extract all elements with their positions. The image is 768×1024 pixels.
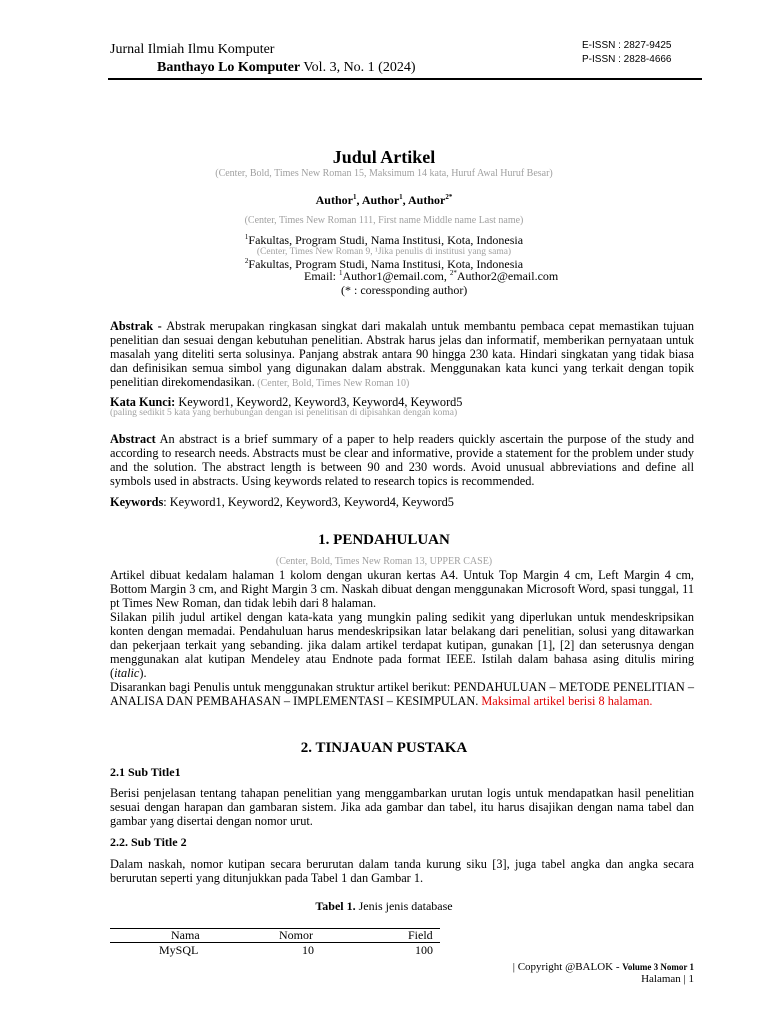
pissn: P-ISSN : 2828-4666 [582,54,672,65]
keywords-label: Keywords [110,495,164,509]
kata-kunci [110,395,694,409]
eissn: E-ISSN : 2827-9425 [582,40,672,51]
journal-subtitle [157,60,416,76]
article-title: Judul Artikel [332,147,436,167]
email-label: Email: [304,269,339,283]
section-1-note: (Center, Bold, Times New Roman 13, UPPER CASE) [275,556,493,567]
author-2: , Author [356,193,400,207]
email-2-sup: 2* [449,269,457,277]
table-top-rule [110,928,440,929]
journal-name: Jurnal Ilmiah Ilmu Komputer [110,42,275,57]
subsection-2-1-text: Berisi penjelasan tentang tahapan penelitian yang menggambarkan urutan logis untuk mendapatkan hasil penelitian sesuai dengan harapan dan gambaran sistem. Jika ada gambar dan tabel, itu harus disajikan dengan nama tabel dan gambar yang disertai dengan nomor urut. [110,786,694,828]
keywords [110,495,694,509]
footer-volume: Volume 3 Nomor 1 [622,962,694,972]
affiliation-note: (Center, Times New Roman 9, ¹Jika penulis di institusi yang sama) [256,247,512,257]
table-header-nomor: Nomor [279,928,313,942]
footer-copyright-text: | Copyright @BALOK - [512,961,623,973]
journal-volume: Vol. 3, No. 1 (2024) [300,60,416,75]
abstrak-paragraph [110,319,694,391]
section-1-p2-italic: italic [114,666,140,680]
table-cell-field: 100 [415,943,433,957]
section-1-p2-text: Silakan pilih judul artikel dengan kata-kata yang mungkin paling sedikit yang diperlukan untuk mendeskripsikan konten dengan memadai. Pendahuluan harus mendeskripsikan latar belakang dari penelitian, solusi yang ditawarkan dan pekerjaan terkait yang sebanding. jika dalam artikel terdapat kutipan, gunakan [1], [2] dan seterusnya dengan menggunakan alat kutipan Mendeley atau Endnote pada format IEEE. Istilah dalam bahasa asing ditulis miring ( [110,610,694,680]
email-2: Author2@email.com [456,269,559,283]
author-note: (Center, Times New Roman 111, First name Middle name Last name) [244,215,524,226]
kata-kunci-note: (paling sedikit 5 kata yang berhubungan dengan isi penelitisan di dipisahkan dengan koma) [110,408,458,418]
email-1: Author1@email.com, [342,269,450,283]
email-1-sup: 1 [339,269,343,277]
kata-kunci-label: Kata Kunci: [110,395,176,409]
section-1-p3-red: Maksimal artikel berisi 8 halaman. [481,694,653,708]
abstract-text: An abstract is a brief summary of a paper to help readers quickly ascertain the purpose of the study and according to research needs. Abstracts must be clear and informative, provide a statement for the problem under study and the solution. The abstract length is between 90 and 230 words. Avoid unusual abbreviations and define all symbols used in abstracts. Using keywords related to research topics is recommended. [110,432,694,488]
abstrak-text: Abstrak merupakan ringkasan singkat dari makalah untuk membantu pembaca cepat memastikan tujuan penelitian dan sesuai dengan kebutuhan penelitian. Abstrak harus jelas dan informatif, memberikan pernyataan untuk masalah yang diteliti serta solusinya. Panjang abstrak antara 90 hingga 230 kata. Hindari singkatan yang tidak biasa dan definisikan semua simbol yang digunakan dalam abstrak. Menggunakan kata kunci yang terkait dengan topik penelitian direkomendasikan. [110,319,694,389]
abstract-label: Abstract [110,432,156,446]
subsection-2-2-text: Dalam naskah, nomor kutipan secara berurutan dalam tanda kurung siku [3], juga tabel angka dan angka secara berurutan seperti yang ditunjukkan pada Tabel 1 dan Gambar 1. [110,857,694,885]
table-cell-nomor: 10 [302,943,314,957]
section-2-heading: 2. TINJAUAN PUSTAKA [300,740,468,756]
table-caption-label: Tabel 1. [315,899,356,913]
header-rule [108,78,702,80]
affiliation-1 [0,233,768,248]
affiliation-1-text: Fakultas, Program Studi, Nama Institusi, Kota, Indonesia [248,233,524,247]
affiliation-1-sup: 1 [244,233,249,241]
table-caption [0,899,768,914]
footer-copyright [513,961,694,973]
abstract-paragraph [110,432,694,488]
abstrak-note: (Center, Bold, Times New Roman 10) [254,378,410,389]
table-cell-nama: MySQL [159,943,199,957]
author-3: , Author [402,193,446,207]
section-1-p3-text: Disarankan bagi Penulis untuk menggunakan struktur artikel berikut: PENDAHULUAN – METODE PENELITIAN – ANALISA DAN PEMBAHASAN – IMPLEMENTASI – KESIMPULAN. [110,680,694,708]
abstrak-label: Abstrak - [110,319,167,333]
kata-kunci-text: Keyword1, Keyword2, Keyword3, Keyword4, Keyword5 [175,395,463,409]
section-1-p2 [110,610,694,680]
section-1-p1: Artikel dibuat kedalam halaman 1 kolom dengan ukuran kertas A4. Untuk Top Margin 4 cm, Left Margin 4 cm, Bottom Margin 3 cm, and Right Margin 3 cm. Naskah dibuat dengan menggunakan Microsoft Word, spasi tunggal, 11 pt Times New Roman, dan tidak lebih dari 8 halaman. [110,568,694,610]
keywords-text: : Keyword1, Keyword2, Keyword3, Keyword4, Keyword5 [163,495,454,509]
corresponding-note: (* : coressponding author) [341,283,468,297]
title-note: (Center, Bold, Times New Roman 15, Maksimum 14 kata, Huruf Awal Huruf Besar) [215,168,553,179]
journal-title: Banthayo Lo Komputer [157,60,301,75]
table-header-nama: Nama [171,928,200,942]
author-3-sup: 2* [445,193,453,201]
author-1: Author [315,193,353,207]
section-1-heading: 1. PENDAHULUAN [318,532,450,548]
affiliation-2-text: Fakultas, Program Studi, Nama Institusi, Kota, Indonesia [248,257,524,271]
author-2-sup: 1 [399,193,403,201]
table-caption-text: Jenis jenis database [355,899,453,913]
section-1-p2-end: ). [139,666,147,680]
subsection-2-2-heading: 2.2. Sub Title 2 [110,835,187,849]
footer-page: Halaman | 1 [641,973,694,985]
author-1-sup: 1 [352,193,357,201]
section-1-p3 [110,680,694,708]
email-line [304,269,558,284]
affiliation-2-sup: 2 [244,257,249,265]
table-header-field: Field [408,928,433,942]
subsection-2-1-heading: 2.1 Sub Title1 [110,765,181,779]
author-list [0,193,768,208]
